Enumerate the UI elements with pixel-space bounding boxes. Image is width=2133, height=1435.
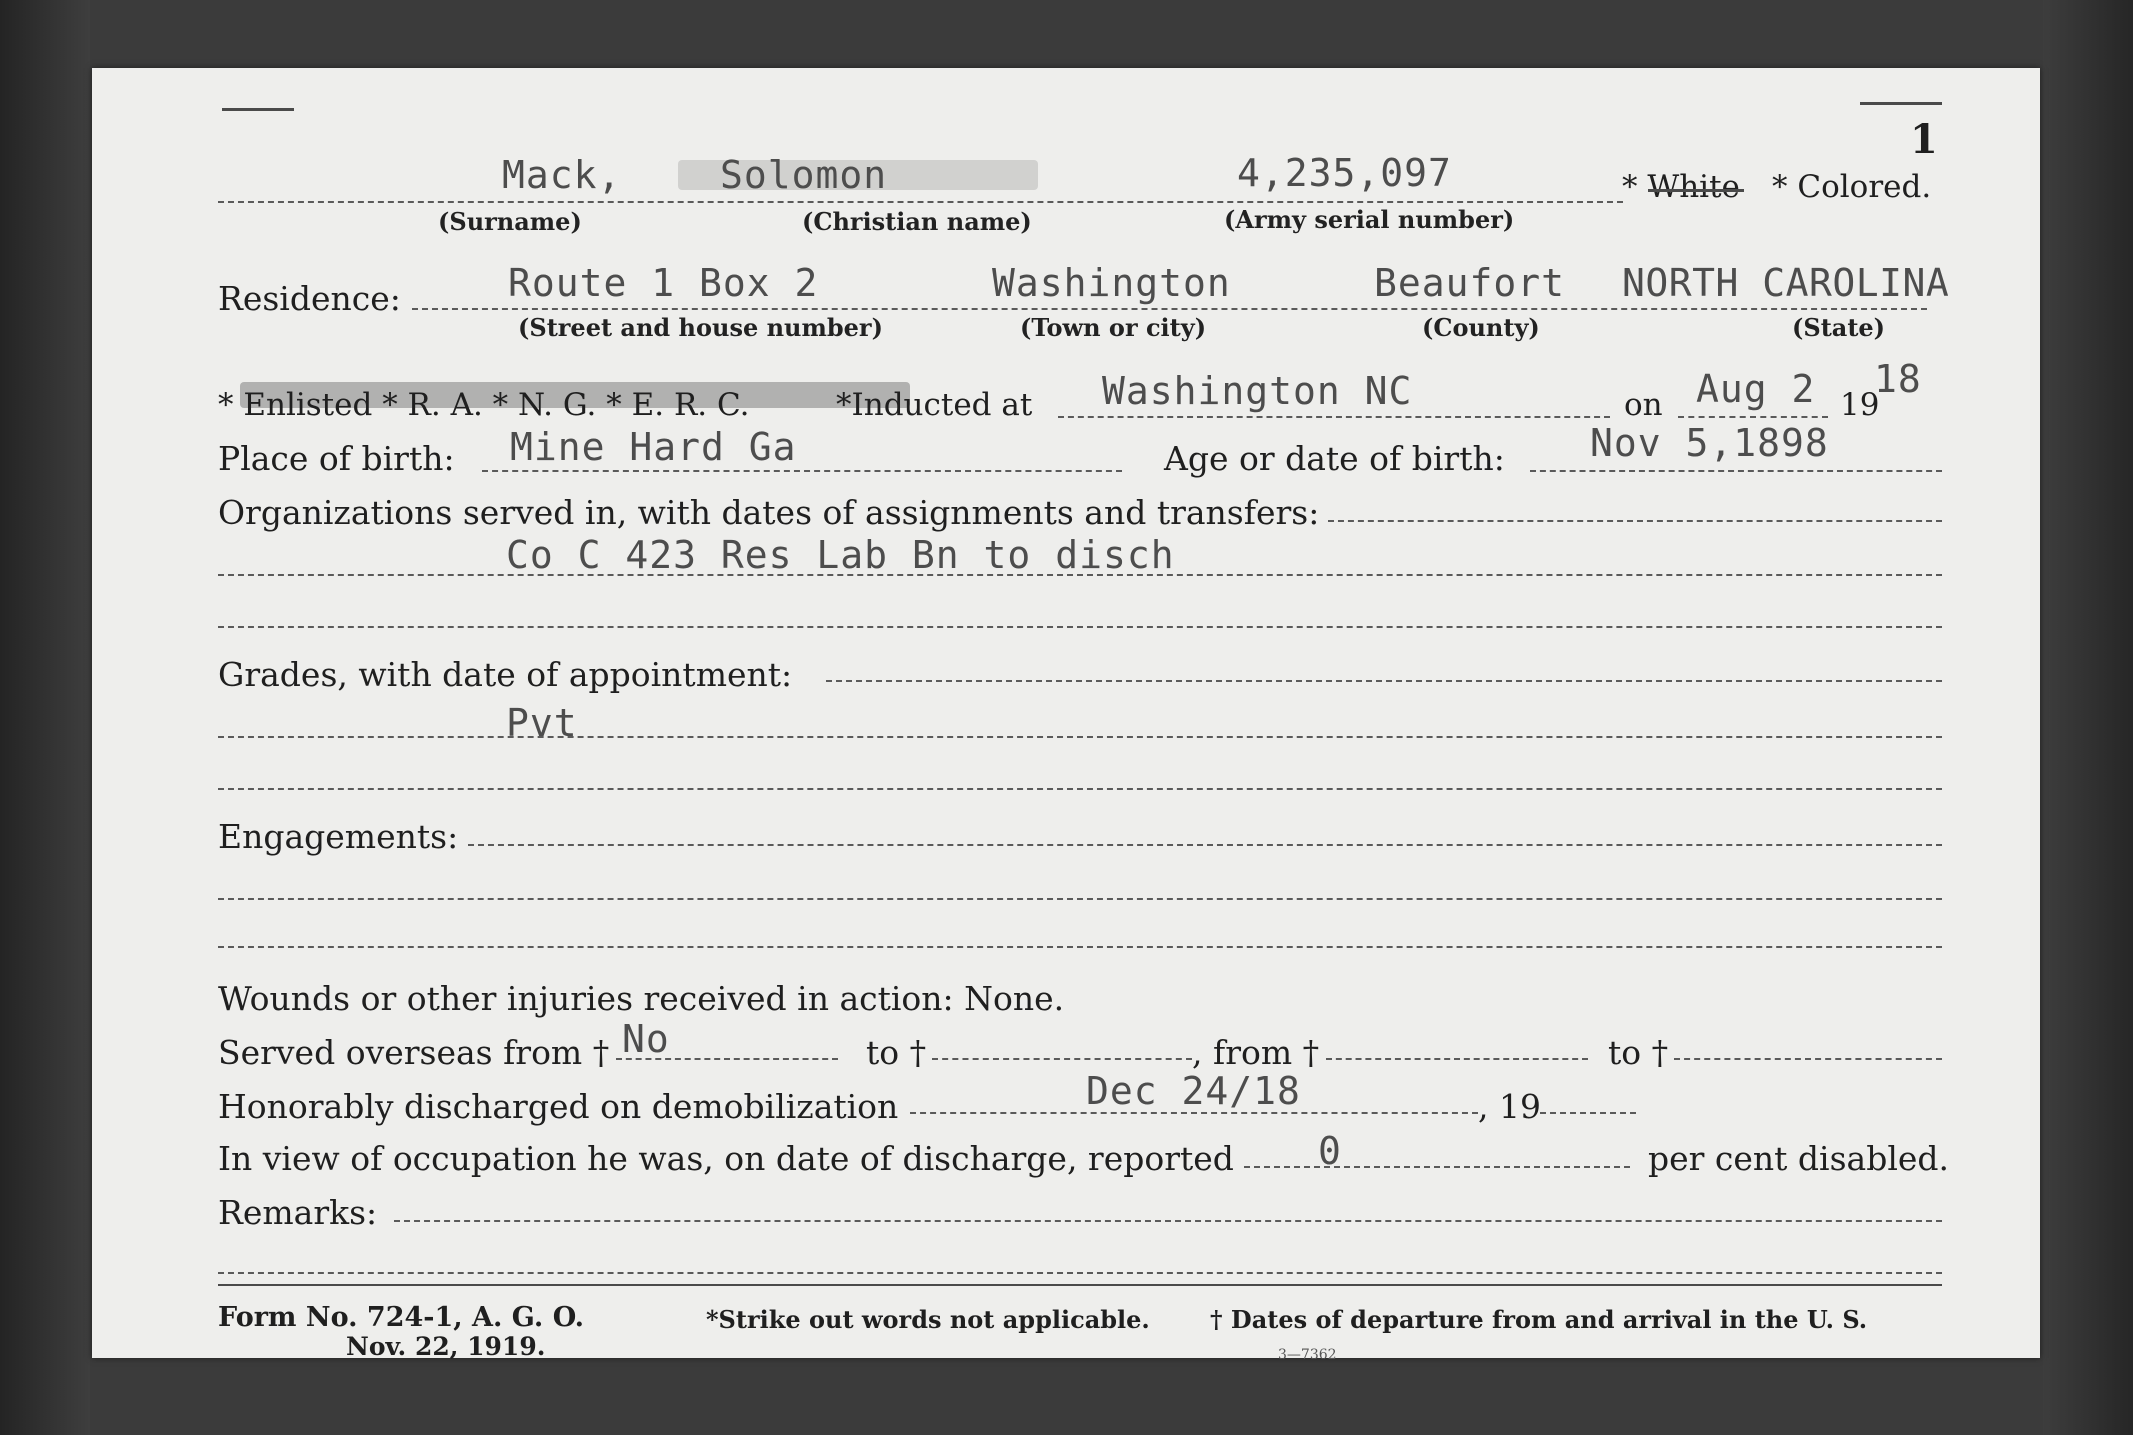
scanner-background-right	[2043, 0, 2133, 1435]
christian-name-value: Solomon	[720, 153, 888, 197]
serial-number-caption: (Army serial number)	[1224, 205, 1515, 234]
scanner-background-left	[0, 0, 90, 1435]
service-record-card	[92, 68, 2040, 1363]
street-caption: (Street and house number)	[518, 313, 883, 342]
discharge-date: Dec 24/18	[1086, 1069, 1301, 1113]
card-number: 1	[1910, 116, 1938, 163]
organizations-value: Co C 423 Res Lab Bn to disch	[506, 533, 1175, 577]
age-label: Age or date of birth:	[1164, 439, 1505, 478]
form-number: Form No. 724-1, A. G. O.	[218, 1302, 585, 1333]
overseas-from2-line	[1326, 1058, 1588, 1060]
induction-date-line	[1678, 416, 1828, 418]
place-of-birth-value: Mine Hard Ga	[510, 425, 797, 469]
disability-label: In view of occupation he was, on date of discharge, reported	[218, 1139, 1234, 1178]
name-line	[218, 201, 1623, 203]
serial-number-value: 4,235,097	[1237, 151, 1452, 195]
overseas-from-value: No	[622, 1017, 670, 1061]
organizations-label: Organizations served in, with dates of assignments and transfers:	[218, 493, 1320, 532]
birth-date-line	[1530, 470, 1942, 472]
engagements-line-1	[468, 844, 1942, 846]
residence-label: Residence:	[218, 279, 401, 318]
residence-town: Washington	[992, 261, 1231, 305]
place-of-birth-line	[482, 470, 1122, 472]
grades-line-2	[218, 736, 1942, 738]
top-left-rule	[222, 108, 294, 111]
birth-date-value: Nov 5,1898	[1590, 421, 1829, 465]
remarks-line-1	[394, 1220, 1942, 1222]
residence-line	[412, 308, 1927, 310]
residence-county: Beaufort	[1374, 261, 1566, 305]
discharge-label: Honorably discharged on demobilization	[218, 1087, 899, 1126]
remarks-line-2	[218, 1272, 1942, 1274]
grades-line-1	[826, 680, 1942, 682]
disability-line	[1244, 1166, 1630, 1168]
white-option: * White	[1622, 169, 1740, 205]
footer-rule	[218, 1284, 1942, 1286]
induction-year-prefix: 19	[1840, 387, 1880, 423]
town-caption: (Town or city)	[1020, 313, 1207, 342]
disability-value: 0	[1318, 1129, 1342, 1173]
inducted-at-value: Washington NC	[1102, 369, 1413, 413]
engagements-line-2	[218, 898, 1942, 900]
inducted-at-line	[1058, 416, 1610, 418]
residence-state: NORTH CAROLINA	[1622, 261, 1950, 305]
overseas-from-label: Served overseas from †	[218, 1033, 610, 1072]
overseas-to-line	[932, 1058, 1192, 1060]
dagger-note: † Dates of departure from and arrival in the U. S.	[1210, 1305, 1868, 1334]
overseas-from2-label: , from †	[1192, 1033, 1320, 1072]
surname-value: Mack,	[502, 153, 622, 197]
top-right-rule	[1860, 102, 1942, 105]
organizations-line-2	[218, 574, 1942, 576]
white-strikeout	[1648, 189, 1744, 192]
grades-value: Pvt	[506, 701, 578, 745]
induction-date: Aug 2	[1696, 367, 1816, 411]
enlisted-options: * Enlisted * R. A. * N. G. * E. R. C.	[218, 387, 750, 423]
overseas-to2-line	[1674, 1058, 1942, 1060]
christian-name-caption: (Christian name)	[802, 207, 1032, 236]
disability-suffix: per cent disabled.	[1648, 1139, 1950, 1178]
grades-label: Grades, with date of appointment:	[218, 655, 793, 694]
engagements-label: Engagements:	[218, 817, 459, 856]
place-of-birth-label: Place of birth:	[218, 439, 455, 478]
state-caption: (State)	[1792, 313, 1886, 342]
surname-caption: (Surname)	[438, 207, 582, 236]
engagements-line-3	[218, 946, 1942, 948]
discharge-year-suffix: , 19	[1478, 1087, 1541, 1126]
strike-note: *Strike out words not applicable.	[706, 1305, 1150, 1334]
induction-year: 18	[1874, 357, 1922, 401]
colored-option: * Colored.	[1772, 169, 1932, 205]
organizations-line-3	[218, 626, 1942, 628]
residence-street: Route 1 Box 2	[508, 261, 819, 305]
overseas-to-label: to †	[866, 1033, 927, 1072]
form-date: Nov. 22, 1919.	[346, 1332, 546, 1361]
overseas-to2-label: to †	[1608, 1033, 1669, 1072]
remarks-label: Remarks:	[218, 1193, 378, 1232]
printer-mark: 3—7362	[1278, 1347, 1337, 1363]
discharge-year-line	[1540, 1112, 1636, 1114]
county-caption: (County)	[1422, 313, 1540, 342]
grades-line-3	[218, 788, 1942, 790]
wounds-label: Wounds or other injuries received in action: None.	[218, 979, 1065, 1018]
organizations-line-1	[1328, 520, 1942, 522]
on-label: on	[1624, 387, 1663, 423]
inducted-at-label: *Inducted at	[836, 387, 1033, 423]
